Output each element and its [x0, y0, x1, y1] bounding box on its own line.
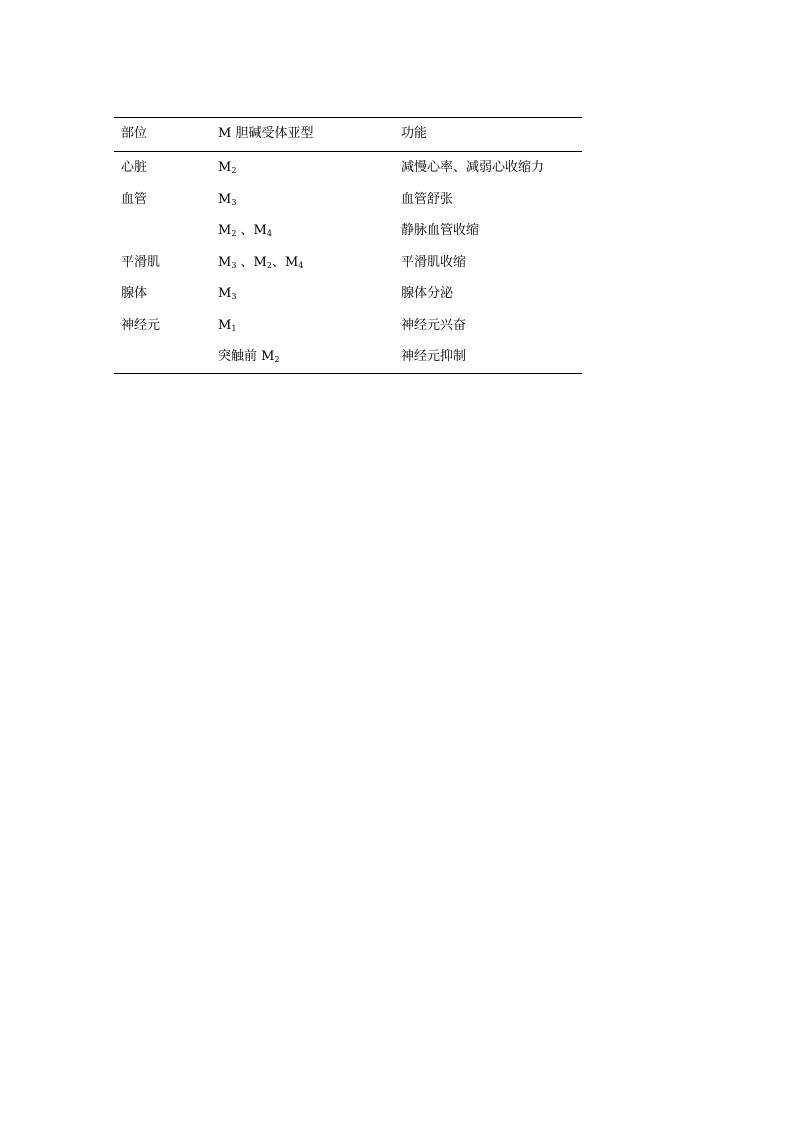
- subtype-cell: M3: [218, 286, 237, 301]
- table-row: [114, 184, 582, 216]
- subtype-cell: M2: [218, 160, 237, 175]
- table-body: [114, 152, 582, 373]
- function-cell: 平滑肌收缩: [401, 254, 467, 270]
- site-cell: 神经元: [121, 317, 161, 333]
- receptor-table: [114, 117, 582, 374]
- subtype-cell: 突触前 M2: [218, 349, 280, 364]
- site-cell: 平滑肌: [121, 254, 161, 270]
- function-cell: 神经元兴奋: [401, 317, 467, 333]
- function-cell: 腺体分泌: [401, 286, 454, 301]
- site-cell: 血管: [121, 191, 148, 207]
- table-row: [114, 310, 582, 342]
- subtype-cell: M3 、M2、M4: [218, 254, 304, 270]
- table-row: [114, 341, 582, 373]
- function-cell: 神经元抑制: [401, 349, 467, 364]
- header-subtype: M 胆碱受体亚型: [218, 126, 314, 141]
- function-cell: 静脉血管收缩: [401, 223, 480, 238]
- table-row: [114, 278, 582, 310]
- table-row: [114, 215, 582, 247]
- function-cell: 血管舒张: [401, 191, 454, 207]
- table-row: [114, 247, 582, 279]
- table-row: [114, 152, 582, 184]
- subtype-cell: M3: [218, 191, 237, 207]
- function-cell: 减慢心率、减弱心收缩力: [401, 160, 545, 175]
- header-site: 部位: [121, 126, 148, 141]
- header-function: 功能: [401, 126, 428, 141]
- site-cell: 心脏: [121, 160, 148, 175]
- subtype-cell: M1: [218, 317, 237, 333]
- table-header: [114, 118, 582, 152]
- subtype-cell: M2 、M4: [218, 223, 272, 238]
- site-cell: 腺体: [121, 286, 148, 301]
